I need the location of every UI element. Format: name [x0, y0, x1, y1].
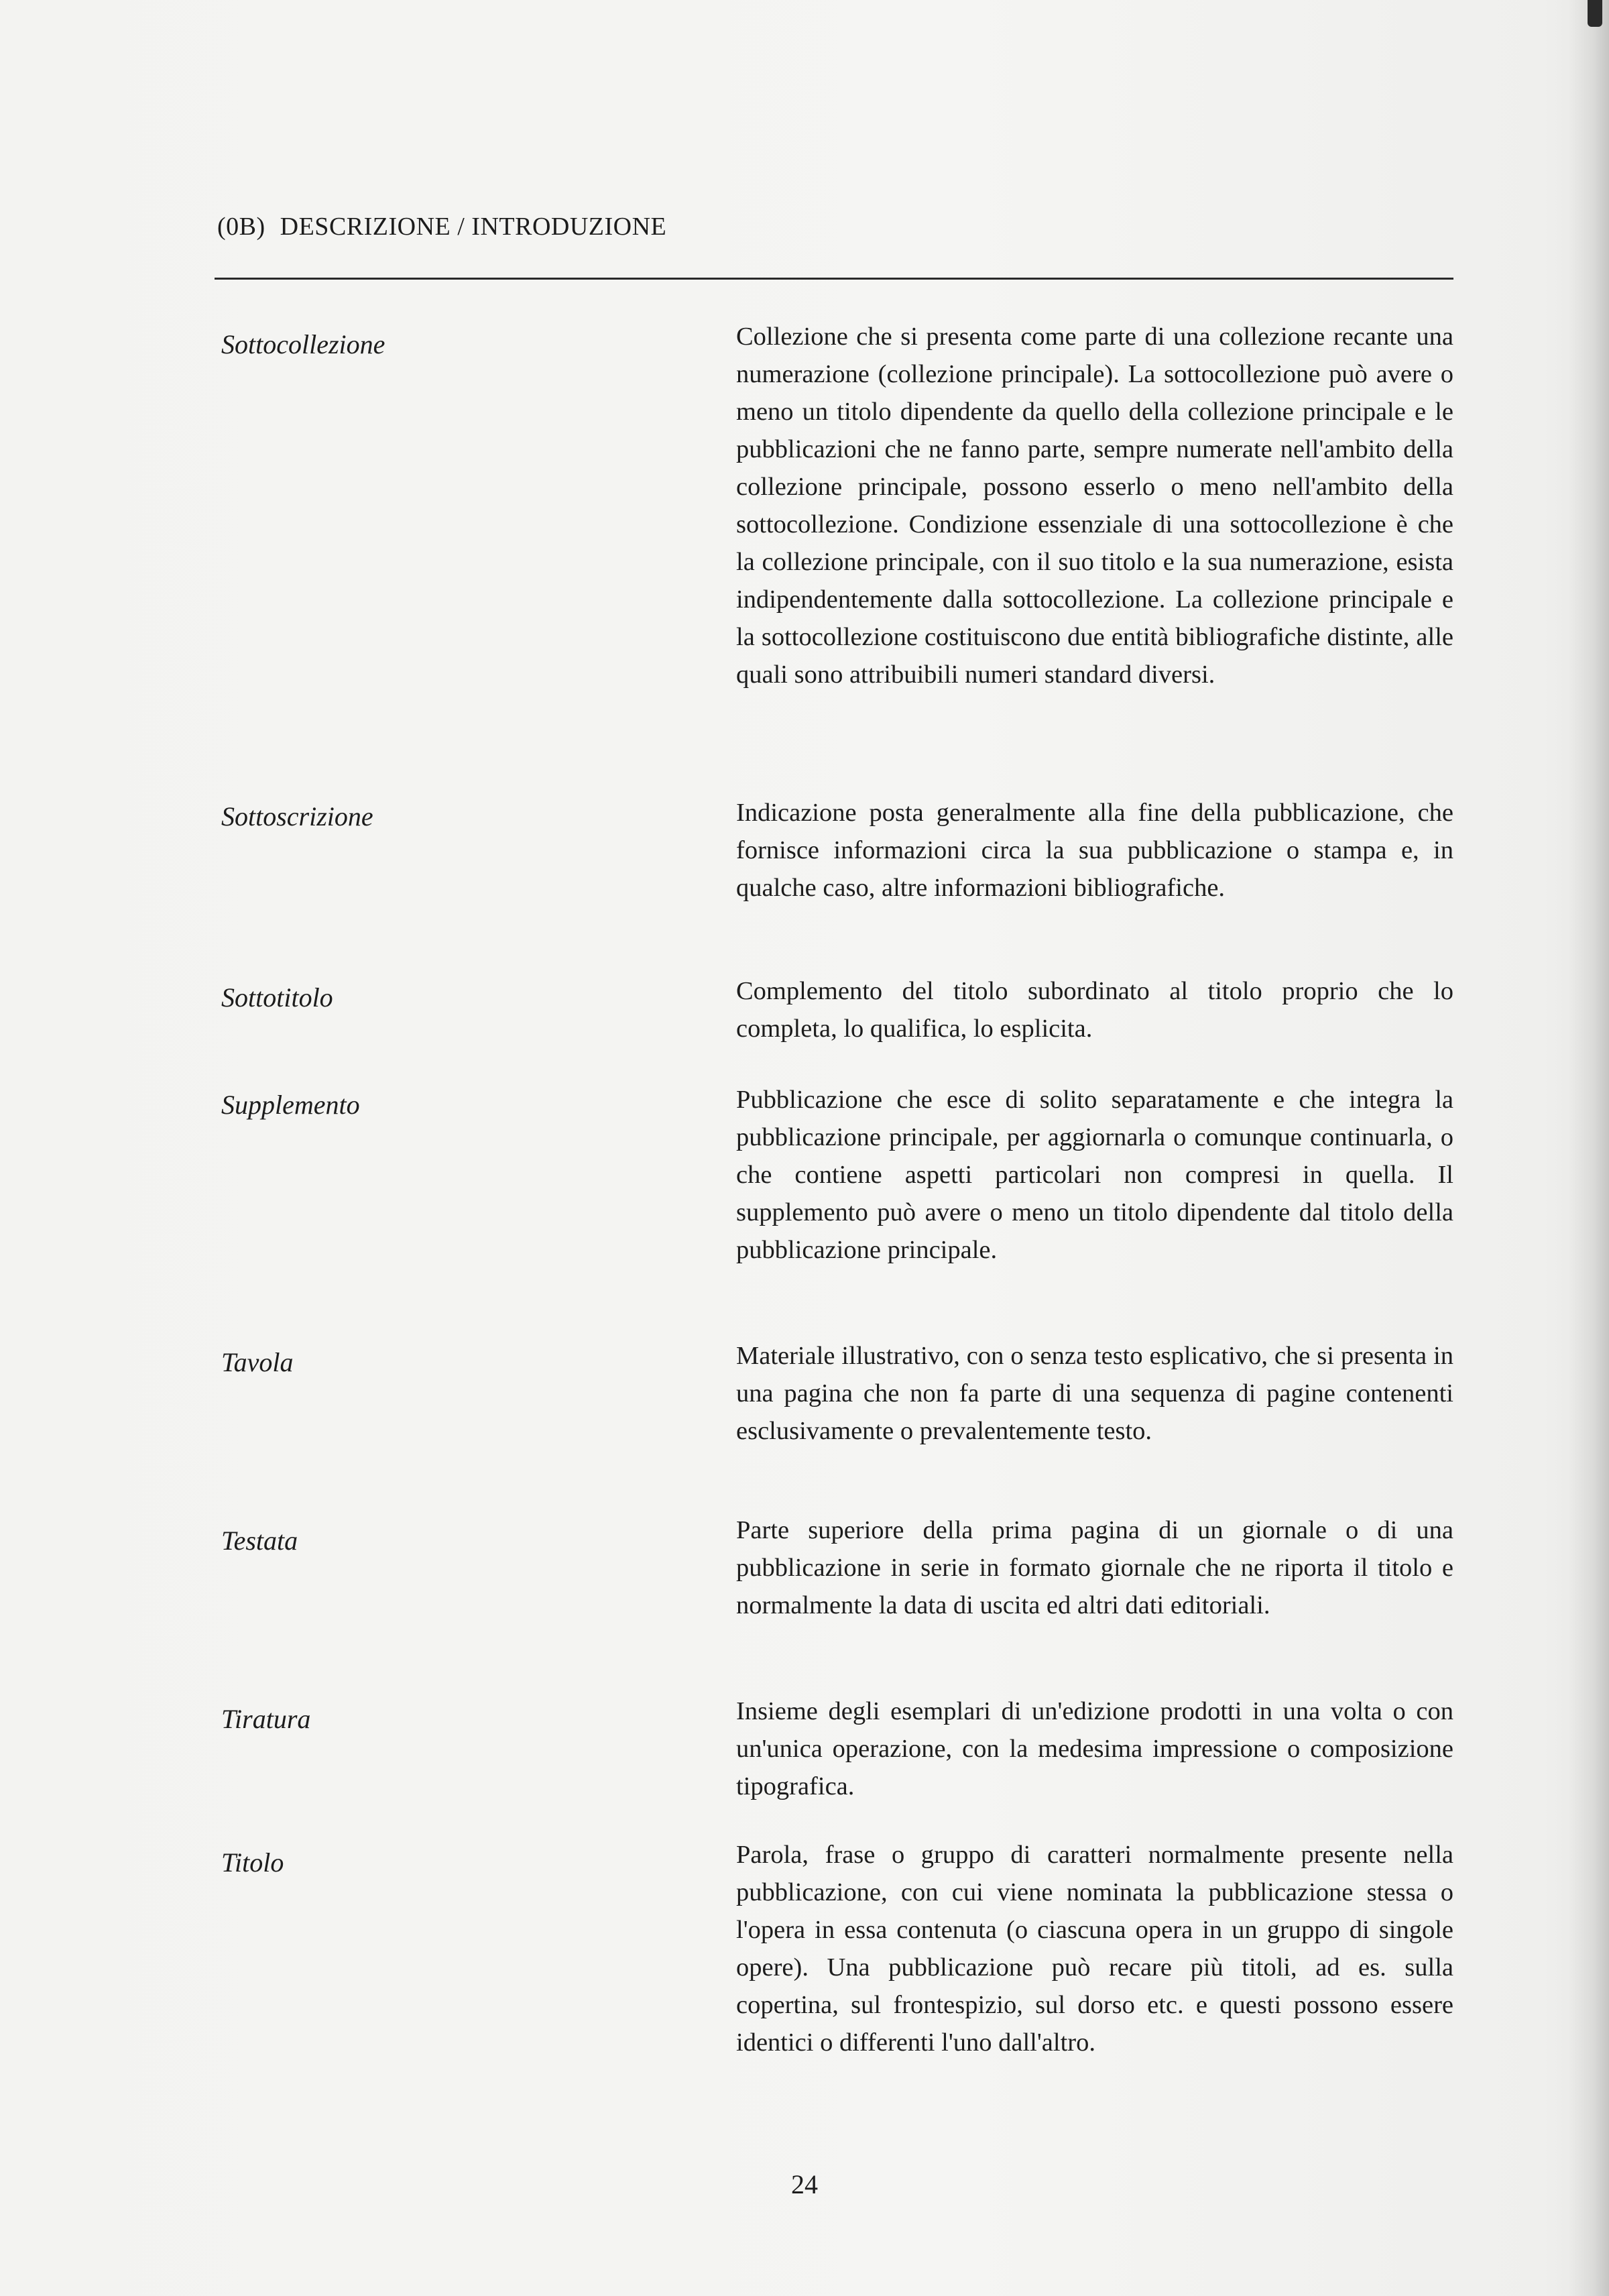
glossary-definition-titolo: Parola, frase o gruppo di caratteri normalmente presente nella pubblicazione, con cui viene nominata la pubblicazione stessa o l'opera in essa contenuta (o ciascuna opera in un gruppo di singole opere). Una pubblicazione può recare più titoli, ad es. sulla copertina, sul frontespizio, sul dorso etc. e questi possono essere identici o differenti l'uno dall'altro.: [736, 1841, 1453, 2057]
glossary-definition-sottocollezione: Collezione che si presenta come parte di una collezione recante una numerazione (collezione principale). La sottocollezione può avere o meno un titolo dipendente da quello della collezione principale e le pubblicazioni che ne fanno parte, sempre numerate nell'ambito della collezione principale, possono esserlo o meno nell'ambito della sottocollezione. Condizione essenziale di una sottocollezione è che la collezione principale, con il suo titolo e la sua numerazione, esista indipendentemente dalla sottocollezione. La collezione principale e la sottocollezione costituiscono due entità bibliografiche distinte, alle quali sono attribuibili numeri standard diversi.: [736, 323, 1453, 689]
glossary-term-tavola: Tavola: [221, 1347, 294, 1377]
section-header: [217, 212, 666, 241]
glossary-definition-sottotitolo: Complemento del titolo subordinato al titolo proprio che lo completa, lo qualifica, lo esplicita.: [736, 977, 1453, 1043]
glossary-term-titolo: Titolo: [221, 1847, 284, 1878]
glossary-term-sottotitolo: Sottotitolo: [221, 982, 333, 1013]
glossary-definition-tiratura: Insieme degli esemplari di un'edizione prodotti in una volta o con un'unica operazione, con la medesima impressione o composizione tipografica.: [736, 1697, 1453, 1800]
glossary-term-testata: Testata: [221, 1526, 298, 1556]
page-number: 24: [791, 2169, 818, 2199]
glossary-term-supplemento: Supplemento: [221, 1090, 360, 1120]
section-code: (0B): [217, 213, 265, 241]
header-rule: [215, 278, 1453, 280]
binding-clip-mark: [1588, 0, 1602, 27]
section-title: DESCRIZIONE / INTRODUZIONE: [280, 213, 667, 241]
glossary-definition-testata: Parte superiore della prima pagina di un giornale o di una pubblicazione in serie in formato giornale che ne riporta il titolo e normalmente la data di uscita ed altri dati editoriali.: [736, 1516, 1453, 1619]
glossary-term-tiratura: Tiratura: [221, 1704, 311, 1734]
glossary-term-sottocollezione: Sottocollezione: [221, 329, 385, 359]
page-edge-shadow: [1569, 0, 1609, 2296]
glossary-term-sottoscrizione: Sottoscrizione: [221, 801, 373, 831]
glossary-definition-sottoscrizione: Indicazione posta generalmente alla fine della pubblicazione, che fornisce informazioni circa la sua pubblicazione o stampa e, in qualche caso, altre informazioni bibliografiche.: [736, 799, 1453, 902]
glossary-definition-supplemento: Pubblicazione che esce di solito separatamente e che integra la pubblicazione principale, per aggiornarla o comunque continuarla, o che contiene aspetti particolari non compresi in quella. Il supplemento può avere o meno un titolo dipendente dal titolo della pubblicazione principale.: [736, 1086, 1453, 1264]
glossary-definition-tavola: Materiale illustrativo, con o senza testo esplicativo, che si presenta in una pagina che non fa parte di una sequenza di pagine contenenti esclusivamente o prevalentemente testo.: [736, 1342, 1453, 1445]
